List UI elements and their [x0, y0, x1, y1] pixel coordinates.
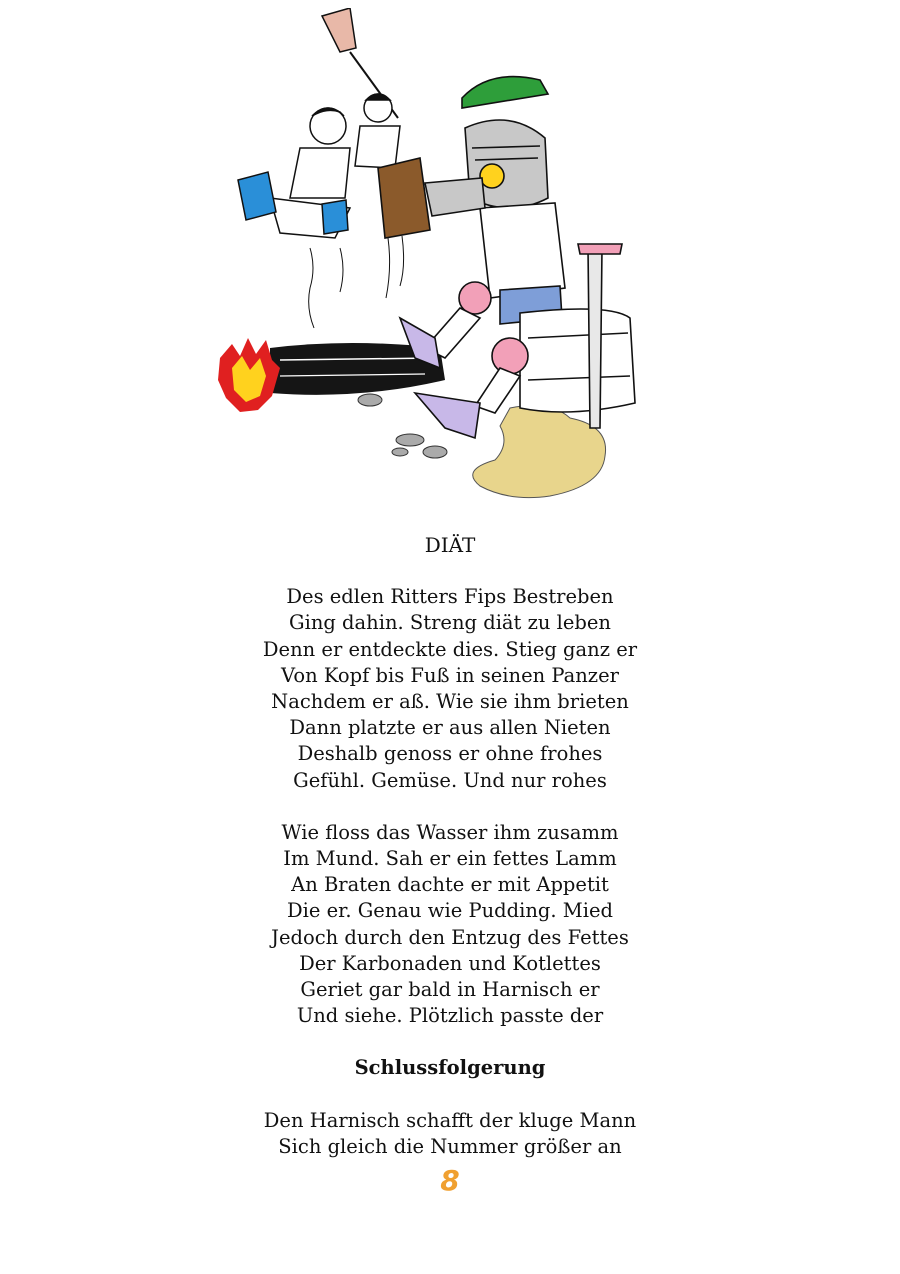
conclusion-stanza [0, 1108, 900, 1160]
poem-line: Deshalb genoss er ohne frohes [297, 742, 603, 766]
poem-line: Und siehe. Plötzlich passte der [296, 1004, 604, 1028]
poem-line: Geriet gar bald in Harnisch er [300, 978, 600, 1002]
poem-line: Gefühl. Gemüse. Und nur rohes [293, 768, 607, 792]
poem-line: Im Mund. Sah er ein fettes Lamm [283, 847, 617, 871]
poem-line: An Braten dachte er mit Appetit [291, 873, 609, 897]
poem-line: Dann platzte er aus allen Nieten [289, 716, 611, 740]
poem-line: Denn er entdeckte dies. Stieg ganz er [262, 637, 638, 661]
puddle [473, 406, 606, 498]
stanza-2 [0, 820, 900, 1030]
poem-line: Ging dahin. Streng diät zu leben [289, 611, 611, 635]
poem-line: Des edlen Ritters Fips Bestreben [286, 585, 614, 609]
knight-illustration [210, 8, 650, 518]
poem-line: Wie floss das Wasser ihm zusamm [281, 820, 619, 844]
poem-line: Von Kopf bis Fuß in seinen Panzer [281, 663, 619, 687]
poem-subtitle: Schlussfolgerung [354, 1056, 546, 1080]
poem [0, 532, 900, 1186]
poem-title: DIÄT [424, 533, 476, 557]
poem-line: Der Karbonaden und Kotlettes [299, 951, 601, 975]
poem-line: Sich gleich die Nummer größer an [278, 1134, 622, 1158]
stanza-1 [0, 584, 900, 794]
poem-line: Die er. Genau wie Pudding. Mied [287, 899, 613, 923]
servants [238, 8, 400, 328]
feather-icon [462, 77, 548, 108]
poem-line: Nachdem er aß. Wie sie ihm brieten [271, 690, 629, 714]
poem-line: Den Harnisch schafft der kluge Mann [263, 1108, 637, 1132]
page-number: 8 [440, 1164, 460, 1197]
poem-line: Jedoch durch den Entzug des Fettes [271, 925, 629, 949]
